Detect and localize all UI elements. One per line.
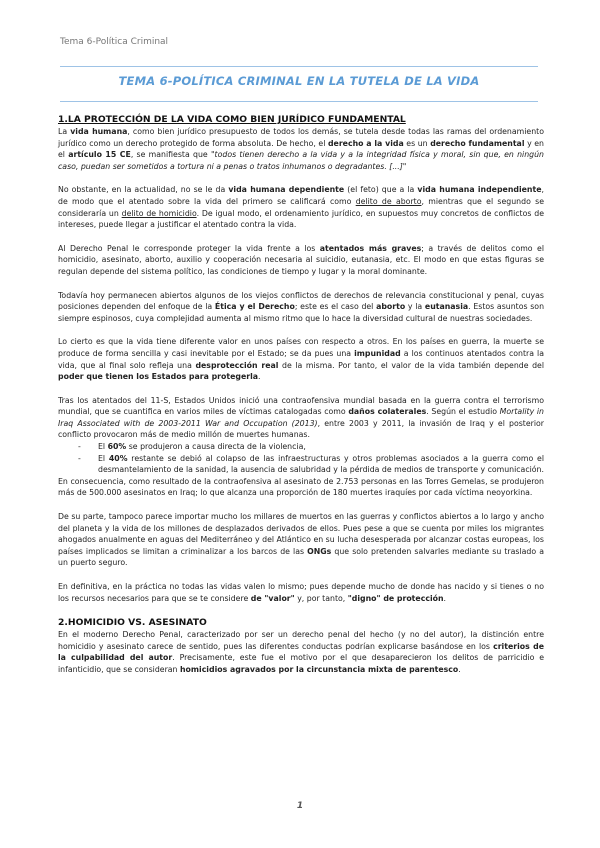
section-1-paragraph-2: No obstante, en la actualidad, no se le da vida humana dependiente (el feto) que a la vida humana independiente, de modo que el atentado sobre la vida del primero se calificará como delito de aborto, mientras que el segundo se consideraría un delito de homicidio. De igual modo, el ordenamiento jurídico, en supuestos muy concretos de conflictos de intereses, puede llegar a justificar el atentado contra la vida. [58, 185, 544, 230]
document-body [58, 113, 544, 688]
title-rule-top [60, 66, 538, 67]
section-1-paragraph-1: La vida humana, como bien jurídico presupuesto de todos los demás, se tutela desde todas las ramas del ordenamiento jurídico como un derecho protegido de forma absoluta. De hecho, el derecho a la vida es un derecho fundamental y en el artículo 15 CE, se manifiesta que "todos tienen derecho a la vida y a la integridad física y moral, sin que, en ningún caso, puedan ser sometidos a tortura ni a penas o tratos inhumanos o degradantes. [...]" [58, 127, 545, 171]
document-title: TEMA 6-POLÍTICA CRIMINAL EN LA TUTELA DE LA VIDA [118, 74, 480, 88]
section-1-paragraph-6: Tras los atentados del 11-S, Estados Unidos inició una contraofensiva mundial basada en la guerra contra el terrorismo mundial, que se cuantifica en varios miles de víctimas catalogadas como daños colaterales. Según el estudio Mortality in Iraq Associated with de 2003-2011 War and Occupation (2013), entre 2003 y 2011, la invasión de Iraq y el posterior conflicto provocaron más de medio millón de muertes humanas. [58, 395, 544, 440]
section-2-heading: 2.HOMICIDIO VS. ASESINATO [58, 617, 207, 629]
section-1-paragraph-9: En definitiva, en la práctica no todas las vidas valen lo mismo; pues depende mucho de donde has nacido y si tienes o no los recursos necesarios para que se te considere de "valor" y, por tanto, "digno" de protección. [58, 582, 544, 603]
section-2-paragraph-1: En el moderno Derecho Penal, caracterizado por ser un derecho penal del hecho (y no del autor), la distinción entre homicidio y asesinato carece de sentido, pues las diferentes conductas podrían explicarse basándose en los criterios de la culpabilidad del autor. Precisamente, este fue el motivo por el que desaparecieron los delitos de parricidio e infanticidio, que se consideran homicidios agravados por la circunstancia mixta de parentesco. [58, 630, 544, 674]
list-item: - El 60% se produjeron a causa directa de la violencia, [78, 442, 306, 452]
section-1-paragraph-7: En consecuencia, como resultado de la contraofensiva al asesinato de 2.753 personas en las Torres Gemelas, se produjeron más de 500.000 asesinatos en Iraq; lo que alcanza una proporción de 180 muertes iraquíes por cada víctima neoyorkina. [58, 476, 544, 498]
title-rule-bottom [60, 101, 538, 102]
section-1-paragraph-3: Al Derecho Penal le corresponde proteger la vida frente a los atentados más graves; a través de delitos como el homicidio, asesinato, aborto, auxilio y cooperación necesaria al suicidio, eutanasia, etc. El modo en que estas figuras se regulan depende del sistema político, las condiciones de tiempo y lugar y la moral dominante. [58, 243, 544, 276]
page-number: 1 [296, 801, 304, 811]
list-item: - El 40% restante se debió al colapso de las infraestructuras y otros problemas asociados a la guerra como el desmantelamiento de la sanidad, la ausencia de salubridad y la pérdida de medios de transporte y comunicación. [78, 453, 544, 475]
section-1-paragraph-5: Lo cierto es que la vida tiene diferente valor en unos países con respecto a otros. En los países en guerra, la muerte se produce de forma sencilla y casi inevitable por el Estado; se da pues una impunidad a los continuos atentados contra la vida, que al final solo refleja una desprotección real de la misma. Por tanto, el valor de la vida también depende del poder que tienen los Estados para protegerla. [58, 337, 544, 382]
casualty-list [58, 441, 544, 476]
section-1-paragraph-4: Todavía hoy permanecen abiertos algunos de los viejos conflictos de derechos de relevancia constitucional y penal, cuyas posiciones dependen del enfoque de la Ética y el Derecho; este es el caso del aborto y la eutanasia. Estos asuntos son siempre espinosos, cuya complejidad aumenta al mismo ritmo que lo hace la diversidad cultural de nuestras sociedades. [58, 290, 545, 323]
section-1-paragraph-8: De su parte, tampoco parece importar mucho los millares de muertos en las guerras y conflictos abiertos a lo largo y ancho del planeta y la vida de los millones de desplazados derivados de ellos. Pues pese a que se cuenta por miles los migrantes ahogados anualmente en aguas del Mediterráneo y del Atlántico en su lucha desesperada por alcanzar costas europeas, los países implicados se limitan a criminalizar a los barcos de las ONGs que solo pretenden salvarles mediante su traslado a un puerto seguro. [58, 512, 544, 568]
running-header: Tema 6-Política Criminal [60, 37, 169, 47]
section-1-heading: 1.LA PROTECCIÓN DE LA VIDA COMO BIEN JURÍDICO FUNDAMENTAL [58, 114, 406, 125]
